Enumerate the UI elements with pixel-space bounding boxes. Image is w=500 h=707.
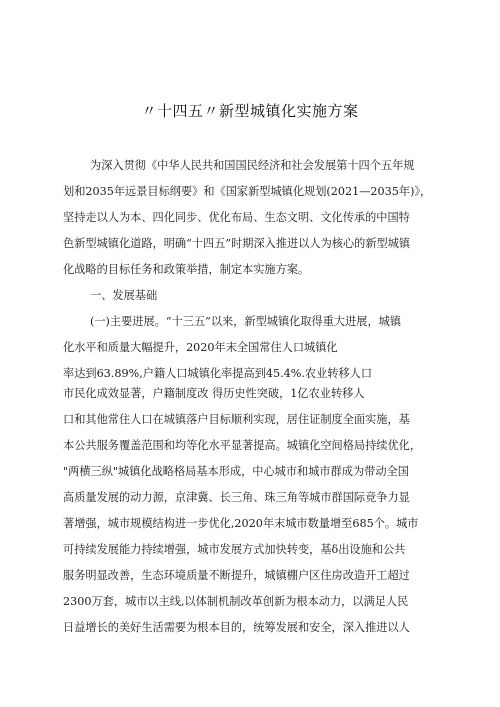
- paragraph-line: 率达到63.89%,户籍人口城镇化率提高到45.4%.农业转移人口: [63, 367, 373, 380]
- paragraph-line: 可持续发展能力持续增强，城市发展方式加快转变，基δ出设施和公共: [63, 543, 406, 556]
- paragraph-line: 色新型城镇化道路，明确“十四五”时期深入推进以人为核心的新型城镇: [63, 237, 411, 250]
- paragraph-line: 划和2035年远景目标纲要》和《国家新型城镇化规划(2021—2035年)》，: [63, 185, 432, 198]
- paragraph-line: 坚持走以人为本、四化同步、优化布局、生态文明、文化传承的中国特: [63, 211, 410, 224]
- paragraph-line: 本公共服务覆盖范围和均等化水平显著提高。城镇化空间格局持续优化，: [63, 439, 422, 452]
- paragraph-line: 化战略的目标任务和政策举措，制定本实施方案。: [63, 263, 310, 276]
- paragraph-line: 著增强，城市规模结构进一步优化,2020年末城市数量增至685个。城市: [63, 517, 419, 530]
- paragraph-line: 高质量发展的动力源，京津冀、长三角、珠三角等城市群国际竞争力显: [63, 491, 410, 504]
- paragraph-line: 日益增长的美好生活需要为根本目的，统筹发展和安全，深入推进以人: [63, 621, 410, 634]
- document-title: 〃十四五〃新型城镇化实施方案: [141, 102, 359, 120]
- paragraph-line: 化水平和质量大幅提升，2020年末全国常住人口城镇化: [63, 341, 338, 354]
- paragraph-line: 服务明显改善，生态环境质量不断提升，城镇棚户区住房改造开工超过: [63, 569, 410, 582]
- paragraph-line: 口和其他常住人口在城镇落户目标顺利实现，居住证制度全面实施，基: [63, 413, 410, 426]
- paragraph-line: 市民化成效显著，户籍制度改 得历史性突破，1亿农业转移人: [63, 387, 365, 400]
- paragraph-line: 为深入贯彻《中华人民共和国国民经济和社会发展第十四个五年规: [90, 159, 415, 172]
- section-heading: 一、发展基础: [90, 289, 158, 302]
- paragraph-line: "两横三纵"城镇化战略格局基本形成，中心城市和城市群成为带动全国: [63, 465, 409, 478]
- paragraph-line: 2300万套，城市以主线,以体制机制改革创新为根本动力，以满足人民: [63, 595, 409, 608]
- paragraph-line: (一)主要进展。“十三五”以来，新型城镇化取得重大进展，城镇: [90, 315, 402, 328]
